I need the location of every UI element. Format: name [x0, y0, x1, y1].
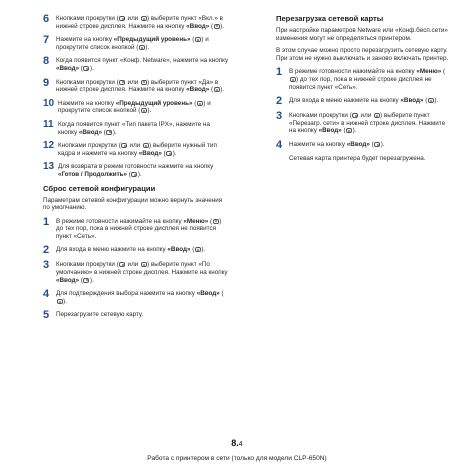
step-number: 3	[276, 110, 283, 123]
section-intro-reset: Параметрам сетевой конфигурации можно вернуть значения по умолчанию.	[43, 196, 223, 212]
step-text: Нажмите на кнопку «Ввод» ( ).	[289, 140, 385, 148]
back-icon	[197, 101, 203, 106]
step-item	[43, 260, 229, 284]
step-number: 4	[276, 138, 283, 151]
scroll-icon	[139, 45, 145, 50]
menu-icon	[213, 219, 219, 224]
enter-icon	[195, 247, 201, 252]
section-title-reset: Сброс сетевой конфигурации	[43, 183, 156, 193]
button-name: «Ввод»	[318, 127, 342, 135]
enter-icon	[346, 128, 352, 133]
button-name: «Ввод»	[186, 22, 210, 30]
scroll-icon	[119, 262, 125, 267]
button-name: «Ввод»	[400, 97, 424, 105]
step-item	[43, 217, 229, 241]
step-number: 12	[43, 140, 55, 152]
step-item	[43, 99, 229, 115]
scroll-icon	[141, 108, 147, 113]
step-text: В режиме готовности нажимайте на кнопку «Меню» () до тех пор, пока в нижней строке дисплея не появится пункт «Сеть».	[289, 68, 446, 91]
button-name: «Предыдущий уровень»	[113, 36, 191, 44]
scroll-icon	[141, 80, 147, 85]
button-name: «Ввод»	[56, 276, 80, 284]
step-list-network-config	[43, 14, 229, 179]
paragraph-restart-intro: При настройке параметров Netware или «Конф.бесп.сети» изменения могут не определяться принтером.	[276, 27, 448, 42]
scroll-icon	[374, 113, 380, 118]
enter-icon	[428, 98, 434, 103]
enter-icon	[166, 151, 172, 156]
stop-icon	[131, 172, 137, 177]
scroll-icon	[141, 16, 147, 21]
footer-caption: Работа с принтером в сети (только для модели CLP-650N)	[147, 455, 327, 462]
step-item	[43, 120, 229, 136]
enter-icon	[83, 66, 89, 71]
step-number: 3	[43, 259, 50, 272]
scroll-icon	[119, 16, 125, 21]
step-number: 2	[276, 95, 283, 108]
button-name: «Ввод»	[196, 290, 220, 298]
page-number-minor: 4	[238, 441, 243, 448]
step-list-reset	[43, 217, 229, 321]
step-text: Кнопками прокрутки ( или ) выберите пункт «Да» в нижней строке дисплея. Нажмите на кнопку «Ввод» ( ).	[56, 78, 224, 94]
menu-icon	[290, 77, 296, 82]
scroll-icon	[143, 143, 149, 148]
step-text: Для подтверждения выбора нажмите на кнопку «Ввод» ().	[56, 290, 224, 305]
step-text: Кнопками прокрутки ( или ) выберите нужный тип кадра и нажмите на кнопку «Ввод» ( ).	[58, 142, 217, 157]
enter-icon	[106, 130, 112, 135]
scroll-icon	[352, 113, 358, 118]
right-column	[276, 14, 452, 168]
step-item	[43, 78, 229, 94]
step-text: Для возврата в режим готовности нажмите на кнопку «Готов / Продолжить» ( ).	[58, 163, 214, 178]
step-item	[276, 67, 452, 91]
button-name: «Предыдущий уровень»	[115, 99, 193, 107]
step-number: 10	[43, 97, 55, 109]
step-number: 4	[43, 288, 50, 301]
button-name: «Меню»	[416, 68, 442, 76]
page-number	[0, 438, 474, 448]
button-name: «Ввод»	[56, 64, 80, 72]
button-name: «Ввод»	[167, 246, 191, 254]
step-text: Кнопками прокрутки ( или ) выберите пункт «Перезагр. сети» в нижней строке дисплея. Нажмите на кнопку «Ввод» ( ).	[289, 112, 446, 135]
step-number: 5	[43, 309, 50, 322]
step-item	[43, 245, 229, 255]
enter-icon	[214, 87, 220, 92]
step-text: Когда появится пункт «Конф. Netware», нажмите на кнопку «Ввод» ( ).	[56, 57, 229, 72]
step-item	[276, 140, 452, 150]
page-number-major: 8.	[231, 438, 239, 448]
step-number: 9	[43, 76, 50, 89]
enter-icon	[214, 24, 220, 29]
closing-note: Сетевая карта принтера будет перезагружена.	[289, 154, 426, 162]
step-item	[276, 111, 452, 135]
scroll-icon	[121, 143, 127, 148]
step-number: 6	[43, 13, 50, 25]
step-number: 7	[43, 34, 50, 47]
scroll-icon	[141, 262, 147, 267]
step-item	[43, 141, 229, 157]
left-column	[43, 14, 229, 325]
button-name: «Меню»	[183, 217, 209, 225]
enter-icon	[57, 299, 63, 304]
paragraph-restart-note: В этом случае можно просто перезагрузить сетевую карту. При этом не нужно выключать и заново включать принтер.	[276, 47, 449, 62]
step-item	[43, 56, 229, 72]
back-icon	[195, 37, 201, 42]
button-name: «Ввод»	[78, 128, 102, 136]
button-name: «Ввод»	[138, 149, 162, 157]
step-item	[43, 35, 229, 51]
step-text: Нажмите на кнопку «Предыдущий уровень» ( ) и прокрутите список кнопкой ( ).	[58, 99, 211, 115]
step-number: 8	[43, 55, 50, 68]
step-number: 2	[43, 244, 50, 257]
step-number: 1	[276, 66, 283, 79]
section-title-restart: Перезагрузка сетевой карты	[276, 14, 384, 23]
step-text: Нажмите на кнопку «Предыдущий уровень» ( ) и прокрутите список кнопкой ( ).	[56, 36, 209, 51]
step-text: Кнопками прокрутки ( или ) выберите пункт «Вкл.» в нижней строке дисплея. Нажмите на кнопку «Ввод» ( ).	[56, 15, 224, 30]
step-item	[43, 162, 229, 178]
step-number: 13	[43, 161, 55, 173]
step-text: Перезагрузите сетевую карту.	[56, 311, 144, 319]
step-item	[43, 310, 229, 320]
enter-icon	[83, 278, 89, 283]
step-item	[43, 14, 229, 30]
step-text: Для входа в меню нажмите на кнопку «Ввод» ( ).	[56, 246, 206, 254]
step-number: 1	[43, 215, 50, 228]
step-text: Для входа в меню нажмите на кнопку «Ввод» ( ).	[289, 97, 439, 105]
step-text: Когда появится пункт «Тип пакета IPX», нажмите на кнопку «Ввод» ( ).	[58, 120, 210, 136]
scroll-icon	[119, 80, 125, 85]
step-text: В режиме готовности нажимайте на кнопку «Меню» ( ) до тех пор, пока в нижней строке дисплея не появится пункт «Сеть».	[56, 217, 222, 240]
step-number: 11	[43, 118, 54, 130]
button-name: «Ввод»	[186, 86, 210, 94]
step-item	[276, 96, 452, 106]
button-name: «Готов / Продолжить»	[58, 170, 128, 178]
step-item	[43, 289, 229, 305]
button-name: «Ввод»	[346, 140, 370, 148]
step-text: Кнопками прокрутки ( или ) выберите пункт «По умолчанию» в нижней строке дисплея. Нажмите на кнопку «Ввод» ( ).	[56, 261, 228, 284]
step-list-restart	[276, 67, 452, 150]
enter-icon	[374, 142, 380, 147]
